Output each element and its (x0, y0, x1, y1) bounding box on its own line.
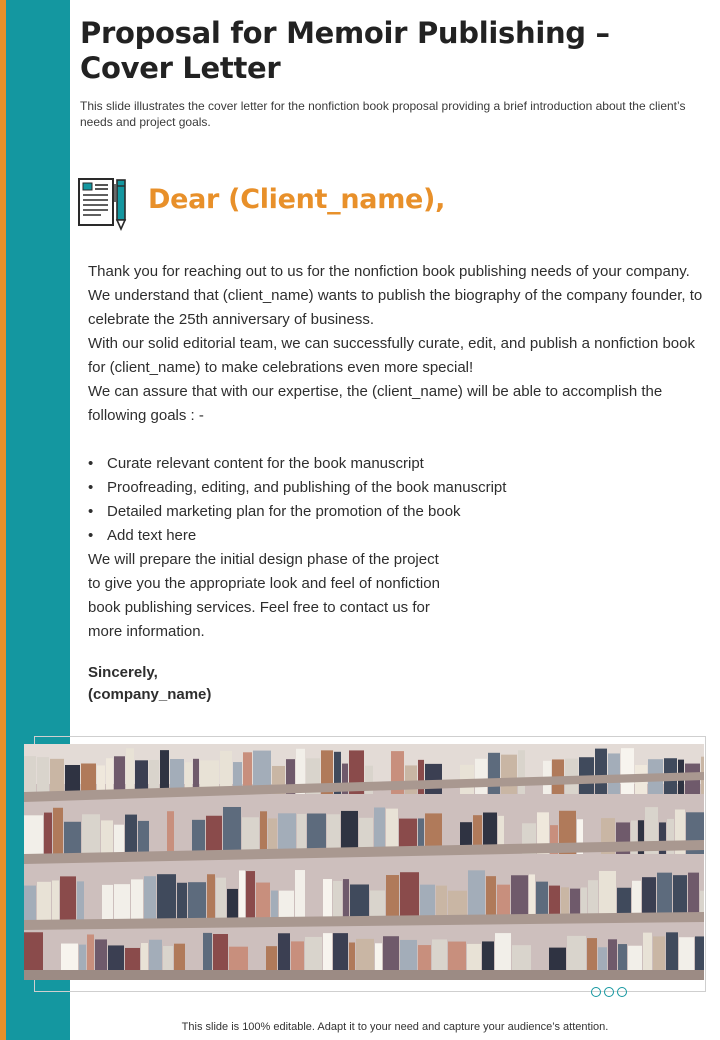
book-spine (333, 933, 348, 972)
book-spine (65, 765, 80, 794)
book-spine (125, 948, 140, 972)
book-spine (149, 940, 162, 972)
book-spine (81, 763, 96, 794)
book-spine (482, 941, 494, 972)
page-title: Proposal for Memoir Publishing – Cover Letter (80, 16, 610, 85)
list-item: • Curate relevant content for the book manuscript (88, 452, 708, 476)
book-spine (501, 755, 517, 794)
book-spine (343, 879, 349, 922)
book-spine (512, 945, 531, 972)
book-spine (157, 874, 176, 922)
letter-paragraph: Thank you for reaching out to us for the nonfiction book publishing needs of your company. We understand that (client_name) wants to publish the biography of the company founder, to celebrate the 25th anniversary of business. (88, 263, 703, 328)
closing-line: We will prepare the initial design phase of the project (88, 551, 439, 568)
book-spine (268, 818, 277, 854)
book-spine (418, 945, 431, 972)
book-spine (246, 871, 255, 922)
book-spine (37, 882, 51, 922)
book-spine (77, 881, 84, 922)
pagination-dot (604, 987, 614, 997)
letter-body (88, 260, 708, 644)
closing-line: to give you the appropriate look and feel of nonfiction (88, 575, 440, 592)
book-spine (24, 756, 36, 794)
document-with-pen-icon (77, 176, 129, 232)
book-spine (383, 936, 399, 972)
book-spine (114, 884, 130, 922)
book-spine (227, 889, 238, 922)
book-spine (256, 883, 270, 922)
book-spine (567, 936, 586, 972)
book-spine (297, 814, 306, 854)
book-spine (291, 941, 304, 972)
book-spine (177, 883, 187, 922)
book-spine (278, 933, 290, 972)
book-spine (549, 948, 566, 972)
list-item: • Detailed marketing plan for the promotion of the book (88, 500, 708, 524)
book-spine (44, 813, 52, 854)
book-spine (425, 764, 442, 794)
book-spine (101, 820, 113, 854)
book-spine (37, 757, 49, 794)
book-spine (79, 945, 86, 972)
book-spine (628, 946, 642, 972)
goals-list (88, 452, 708, 548)
book-spine (52, 880, 59, 922)
book-spine (432, 939, 447, 972)
book-spine (138, 821, 149, 854)
book-spine (468, 870, 485, 922)
book-spine (167, 811, 174, 854)
book-spine (64, 822, 81, 854)
book-spine (24, 932, 43, 972)
book-spine (278, 813, 296, 854)
letter-paragraph: With our solid editorial team, we can successfully curate, edit, and publish a nonfiction book for (client_name) to make celebrations even more special! (88, 335, 695, 376)
book-spine (223, 807, 241, 854)
closing-line: book publishing services. Feel free to contact us for (88, 599, 430, 616)
book-spine (61, 944, 78, 972)
book-spine (595, 749, 607, 794)
bookshelf-photo (24, 744, 704, 980)
book-spine (643, 933, 652, 972)
book-spine (125, 815, 137, 854)
book-spine (488, 753, 500, 794)
book-spine (598, 947, 607, 972)
letter-paragraph: We can assure that with our expertise, the (client_name) will be able to accomplish the following goals : - (88, 383, 663, 424)
book-spine (475, 759, 487, 794)
book-spine (188, 882, 206, 922)
book-spine (679, 937, 694, 972)
book-spine (323, 933, 332, 972)
book-spine (131, 879, 143, 922)
book-spine (356, 939, 374, 972)
closing-line: more information. (88, 623, 205, 640)
book-spine (618, 944, 627, 972)
book-spine (213, 934, 228, 972)
book-spine (323, 879, 332, 922)
book-spine (349, 942, 355, 972)
book-spine (239, 870, 245, 922)
book-spine (495, 933, 511, 972)
book-spine (242, 817, 259, 854)
book-spine (229, 947, 248, 972)
book-spine (400, 872, 419, 922)
book-spine (608, 753, 620, 794)
book-spine (24, 886, 36, 922)
book-spine (114, 756, 125, 794)
letter-greeting: Dear (Client_name), (148, 184, 446, 215)
book-spine (266, 946, 277, 972)
book-spine (207, 874, 215, 922)
book-spine (50, 759, 64, 794)
book-spine (144, 876, 156, 922)
book-spine (203, 933, 212, 972)
book-spine (375, 943, 382, 972)
book-spine (95, 939, 107, 972)
book-spine (260, 811, 267, 854)
pagination-dot (617, 987, 627, 997)
book-spine (305, 937, 322, 972)
pagination-dots (591, 987, 627, 999)
book-spine (400, 940, 417, 972)
book-spine (53, 808, 63, 854)
book-spine (587, 938, 597, 972)
footer-note: This slide is 100% editable. Adapt it to your need and capture your audience’s attention. (181, 1021, 609, 1033)
book-spine (448, 942, 466, 972)
sign-off: Sincerely, (88, 664, 158, 681)
book-spine (695, 936, 704, 972)
book-spine (467, 944, 481, 972)
book-spine (386, 875, 399, 922)
book-spine (108, 945, 124, 972)
book-spine (82, 814, 100, 854)
book-spine (87, 934, 94, 972)
book-spine (60, 876, 76, 922)
book-spine (621, 748, 634, 794)
book-spine (24, 815, 43, 854)
book-spine (114, 825, 124, 854)
book-spine (102, 885, 113, 922)
book-spine (216, 878, 226, 922)
book-spine (106, 758, 113, 794)
book-spine (518, 750, 525, 794)
book-spine (174, 944, 185, 972)
book-spine (405, 765, 417, 794)
book-spine (206, 816, 222, 854)
book-spine (608, 939, 617, 972)
page-subtitle: This slide illustrates the cover letter for the nonfiction book proposal providing a brief introduction about the client’s needs and project goals. (80, 99, 686, 129)
book-spine (333, 881, 342, 922)
book-spine (126, 748, 134, 794)
book-spine (295, 870, 305, 922)
book-spine (192, 820, 205, 854)
signature: (company_name) (88, 686, 212, 703)
list-item: • Add text here (88, 524, 708, 548)
book-spine (160, 750, 169, 794)
sign-off-block (88, 662, 211, 706)
book-spine (141, 943, 148, 972)
pagination-dot (591, 987, 601, 997)
book-spine (653, 936, 665, 972)
book-spine (163, 946, 173, 972)
book-spine (666, 932, 678, 972)
list-item: • Proofreading, editing, and publishing of the book manuscript (88, 476, 708, 500)
